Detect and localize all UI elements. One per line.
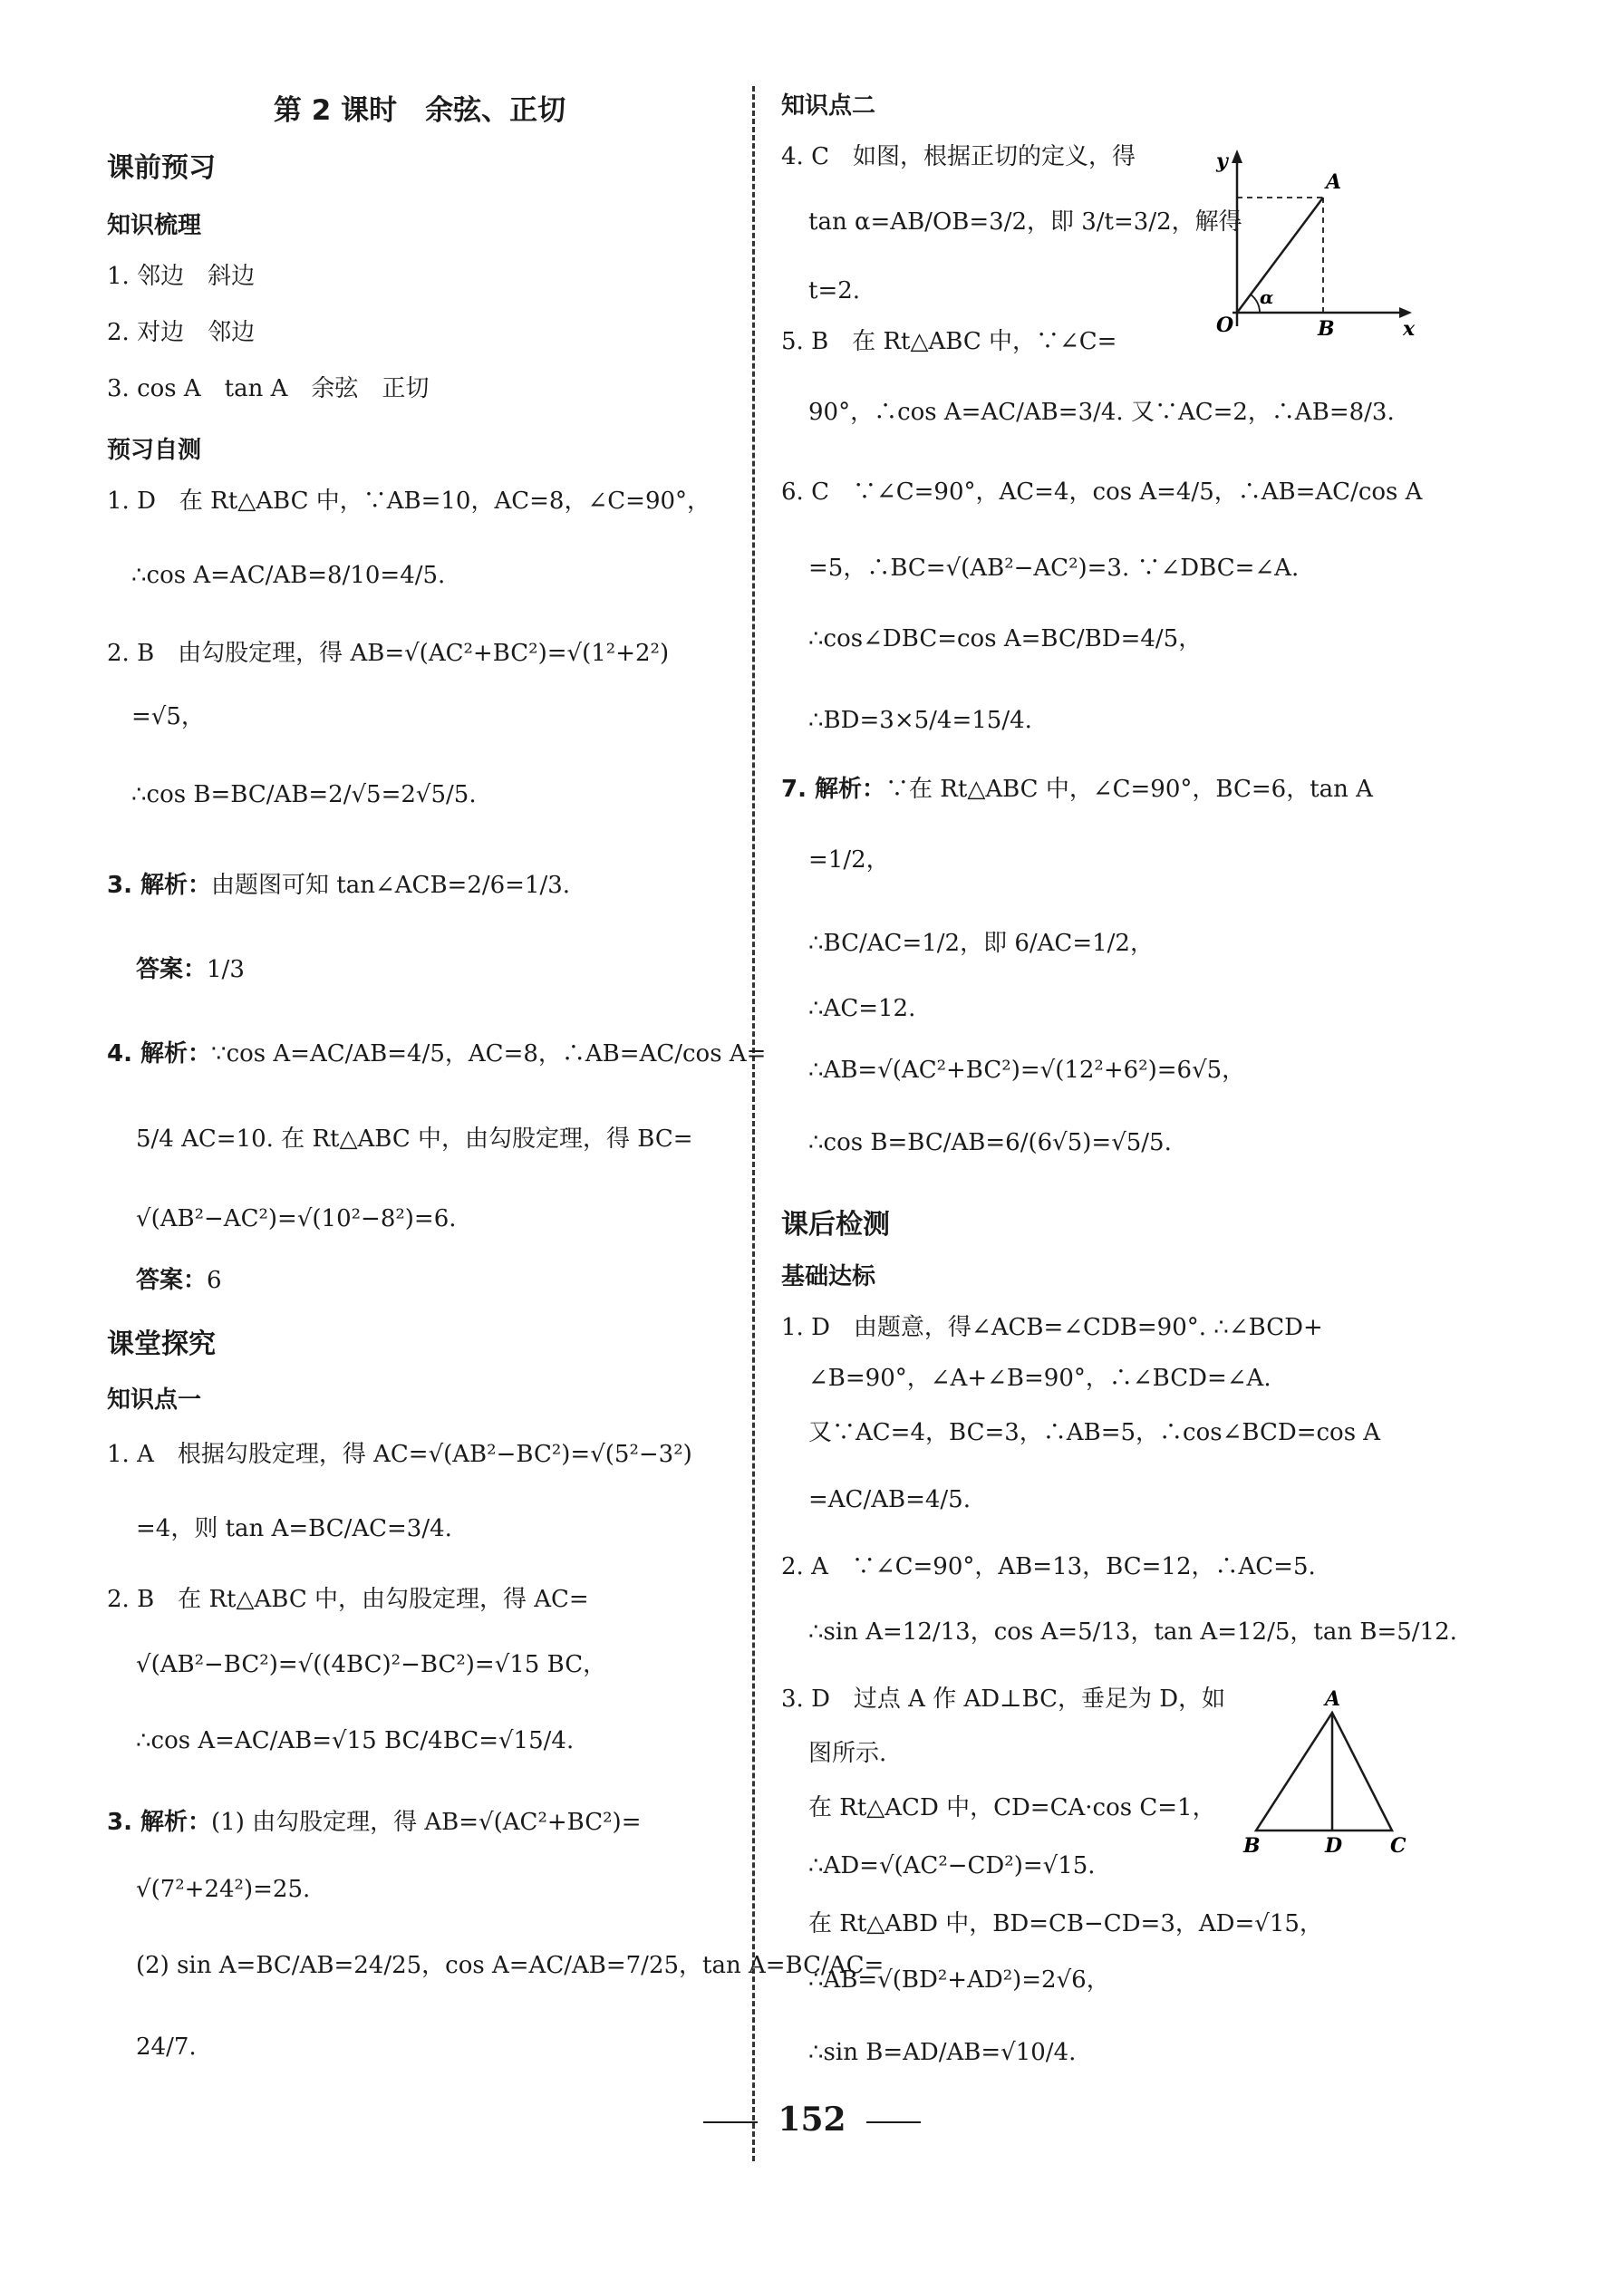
answer-text: (1) 由勾股定理，得 AB=√(AC²+BC²)= [211,1809,642,1836]
answer-line: ∴BC/AC=1/2，即 6/AC=1/2， [808,930,1154,957]
answer-line: 1. D 在 Rt△ABC 中，∵AB=10，AC=8，∠C=90°， [107,488,711,515]
triangle-ABC [1256,1713,1392,1830]
point-B-label: B [1318,317,1335,335]
subheading-self-test: 预习自测 [107,437,202,464]
section-heading-classroom: 课堂探究 [107,1328,216,1360]
column-divider [752,86,755,2161]
answer-text: 由题图可知 tan∠ACB=2/6=1/3. [211,872,571,899]
answer-line [107,872,570,900]
answer-label: 答案： [136,1267,208,1294]
subheading-basic: 基础达标 [781,1263,876,1290]
answer-line [107,1040,766,1068]
answer-line: 5/4 AC=10. 在 Rt△ABC 中，由勾股定理，得 BC= [136,1125,693,1153]
answer-line: 2. A ∵∠C=90°，AB=13，BC=12，∴AC=5. [781,1553,1316,1580]
lesson-title: 第 2 课时 余弦、正切 [273,94,566,127]
alpha-label: α [1260,286,1274,308]
answer-line: ∴AC=12. [808,995,916,1022]
answer-line: ∴cos B=BC/AB=2/√5=2√5/5. [131,781,477,808]
answer-line: =4，则 tan A=BC/AC=3/4. [136,1515,452,1542]
answer-line: 3. cos A tan A 余弦 正切 [107,375,430,402]
triangle-figure [1242,1686,1423,1858]
segment-OA [1237,198,1323,313]
section-heading-preview: 课前预习 [107,152,216,184]
subheading-knowledge: 知识梳理 [107,212,202,239]
point-O-label: O [1216,314,1234,335]
answer-line: 24/7. [136,2033,197,2061]
analysis-label: 3. 解析： [107,872,212,899]
page-number-dash [866,2121,921,2123]
answer-line [136,956,245,984]
answer-line: 2. 对边 邻边 [107,319,256,346]
answer-line: 6. C ∵∠C=90°，AC=4，cos A=4/5，∴AB=AC/cos A [781,478,1423,506]
answer-line: 在 Rt△ABD 中，BD=CB−CD=3，AD=√15， [808,1910,1323,1937]
point-A-label: A [1325,1687,1341,1711]
answer-line: ∴cos A=AC/AB=√15 BC/4BC=√15/4. [136,1727,575,1754]
analysis-label: 4. 解析： [107,1040,212,1067]
answer-line: ∴BD=3×5/4=15/4. [808,707,1032,734]
answer-line: ∴cos B=BC/AB=6/(6√5)=√5/5. [808,1129,1172,1156]
answer-line: ∴sin B=AD/AB=√10/4. [808,2039,1077,2066]
analysis-label: 3. 解析： [107,1809,212,1836]
angle-arc [1251,295,1260,313]
answer-line: 1. A 根据勾股定理，得 AC=√(AB²−BC²)=√(5²−3²) [107,1441,692,1468]
point-B-label: B [1243,1834,1261,1858]
page-number-text: 152 [778,2101,846,2139]
answer-text: 6 [207,1267,222,1294]
answer-line: 4. C 如图，根据正切的定义，得 [781,143,1136,170]
answer-line: ∴AD=√(AC²−CD²)=√15. [808,1852,1096,1879]
answer-text: ∵在 Rt△ABC 中，∠C=90°，BC=6，tan A [885,776,1373,803]
answer-line: 又∵AC=4，BC=3，∴AB=5，∴cos∠BCD=cos A [808,1419,1381,1446]
analysis-label: 7. 解析： [781,776,886,803]
answer-line: 2. B 由勾股定理，得 AB=√(AC²+BC²)=√(1²+2²) [107,640,670,667]
answer-line: ∴AB=√(BD²+AD²)=2√6， [808,1966,1110,1994]
answer-line [781,776,1373,804]
point-C-label: C [1390,1834,1406,1858]
answer-line: 2. B 在 Rt△ABC 中，由勾股定理，得 AC= [107,1586,589,1613]
answer-label: 答案： [136,956,208,983]
answer-text: 1/3 [207,956,245,983]
point-D-label: D [1325,1834,1343,1858]
answer-line [136,1267,222,1295]
answer-line: (2) sin A=BC/AB=24/25，cos A=AC/AB=7/25，tan A=BC/AC= [136,1952,884,1979]
answer-line: 5. B 在 Rt△ABC 中，∵∠C= [781,328,1117,355]
y-label: y [1216,150,1228,173]
answer-line: √(AB²−AC²)=√(10²−8²)=6. [136,1205,457,1232]
coordinate-figure [1196,136,1423,335]
y-arrow-icon [1232,150,1242,163]
answer-line: 90°，∴cos A=AC/AB=3/4. 又∵AC=2，∴AB=8/3. [808,399,1395,426]
answer-text: ∵cos A=AC/AB=4/5，AC=8，∴AB=AC/cos A= [211,1040,767,1067]
point-A-label: A [1326,170,1342,194]
answer-line: 在 Rt△ACD 中，CD=CA·cos C=1， [808,1794,1216,1821]
subheading-point-two: 知识点二 [781,92,876,120]
answer-line: ∴sin A=12/13，cos A=5/13，tan A=12/5，tan B=5/12. [808,1618,1457,1646]
answer-line: 图所示. [808,1740,887,1767]
subheading-point-one: 知识点一 [107,1386,202,1414]
answer-line: √(AB²−BC²)=√((4BC)²−BC²)=√15 BC， [136,1651,607,1678]
answer-line: 1. 邻边 斜边 [107,263,256,290]
answer-line: =√5， [131,703,205,730]
answer-line: =1/2， [808,846,890,874]
answer-line [107,1809,641,1837]
answer-line: ∴cos∠DBC=cos A=BC/BD=4/5， [808,625,1203,652]
x-label: x [1403,317,1416,335]
page-number [0,2101,1624,2139]
answer-line: √(7²+24²)=25. [136,1876,311,1903]
answer-line: ∴cos A=AC/AB=8/10=4/5. [131,562,446,589]
section-heading-after-class: 课后检测 [781,1209,890,1241]
answer-line: =AC/AB=4/5. [808,1486,971,1513]
answer-line: 3. D 过点 A 作 AD⊥BC，垂足为 D，如 [781,1686,1226,1713]
answer-line: ∴AB=√(AC²+BC²)=√(12²+6²)=6√5， [808,1057,1246,1084]
answer-line: t=2. [808,277,861,304]
answer-line: tan α=AB/OB=3/2，即 3/t=3/2，解得 [808,208,1242,236]
answer-line: ∠B=90°，∠A+∠B=90°，∴∠BCD=∠A. [808,1365,1271,1392]
answer-line: =5，∴BC=√(AB²−AC²)=3. ∵∠DBC=∠A. [808,555,1300,582]
answer-line: 1. D 由题意，得∠ACB=∠CDB=90°. ∴∠BCD+ [781,1314,1323,1341]
page-number-dash [703,2121,758,2123]
